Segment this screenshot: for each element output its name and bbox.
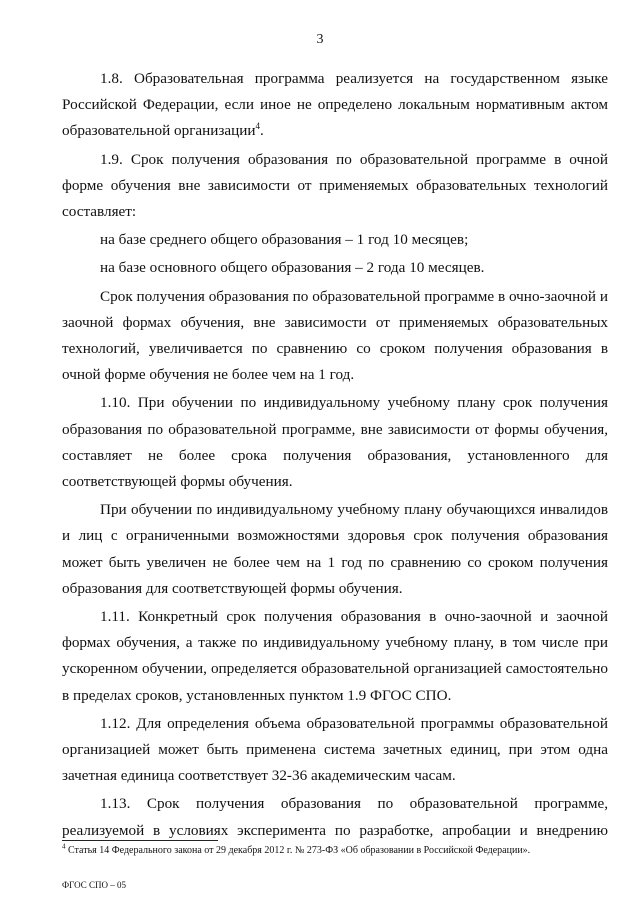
footnote: [62, 844, 622, 857]
page-number: 3: [316, 32, 324, 47]
footnote-text: Статья 14 Федерального закона от 29 декабря 2012 г. № 273-ФЗ «Об образовании в Российской Федерации».: [68, 845, 531, 856]
paragraph-1-8: [62, 66, 608, 145]
list-item-secondary-general: на базе среднего общего образования – 1 год 10 месяцев;: [100, 231, 469, 249]
document-body: [62, 66, 608, 844]
list-item-basic-general: на базе основного общего образования – 2 года 10 месяцев.: [100, 259, 485, 277]
paragraph-tail: .: [260, 122, 264, 140]
paragraph-1-10: 1.10. При обучении по индивидуальному учебному плану срок получения образования по образовательной программе, вне зависимости от формы обучения, составляет не более срока получения образования, установленного для соответствующей формы обучения.: [62, 394, 608, 491]
paragraph-1-12: 1.12. Для определения объема образовательной программы образовательной организацией может быть применена система зачетных единиц, при этом одна зачетная единица соответствует 32-36 академическим часам.: [62, 714, 608, 785]
paragraph-1-13: 1.13. Срок получения образования по образовательной программе, реализуемой в условиях эксперимента по разработке, апробации и внедрению: [62, 795, 608, 839]
paragraph-1-11: 1.11. Конкретный срок получения образования в очно-заочной и заочной формах обучения, а также по индивидуальному учебному плану, в том числе при ускоренном обучении, определяется образовательной организацией самостоятельно в пределах сроков, установленных пунктом 1.9 ФГОС СПО.: [62, 608, 608, 704]
footnote-mark: 4: [62, 842, 66, 851]
document-code: ФГОС СПО – 05: [62, 880, 126, 890]
paragraph-1-9-continued: Срок получения образования по образовательной программе в очно-заочной и заочной формах обучения, вне зависимости от применяемых образовательных технологий, увеличивается по сравнению со сроком получения образования в очной форме обучения не более чем на 1 год.: [62, 287, 608, 384]
footnote-divider: [62, 840, 218, 841]
paragraph-1-10-continued: При обучении по индивидуальному учебному плану обучающихся инвалидов и лиц с ограниченными возможностями здоровья срок получения образования может быть увеличен не более чем на 1 год по сравнению со сроком получения образования для соответствующей формы обучения.: [62, 501, 608, 597]
footnote-reference: 4: [255, 121, 261, 132]
paragraph-text: 1.8. Образовательная программа реализуется на государственном языке Российской Федерации, если иное не определено локальным нормативным актом образовательной организации: [62, 70, 608, 140]
paragraph-1-9: 1.9. Срок получения образования по образовательной программе в очной форме обучения вне зависимости от применяемых образовательных технологий составляет:: [62, 150, 608, 221]
